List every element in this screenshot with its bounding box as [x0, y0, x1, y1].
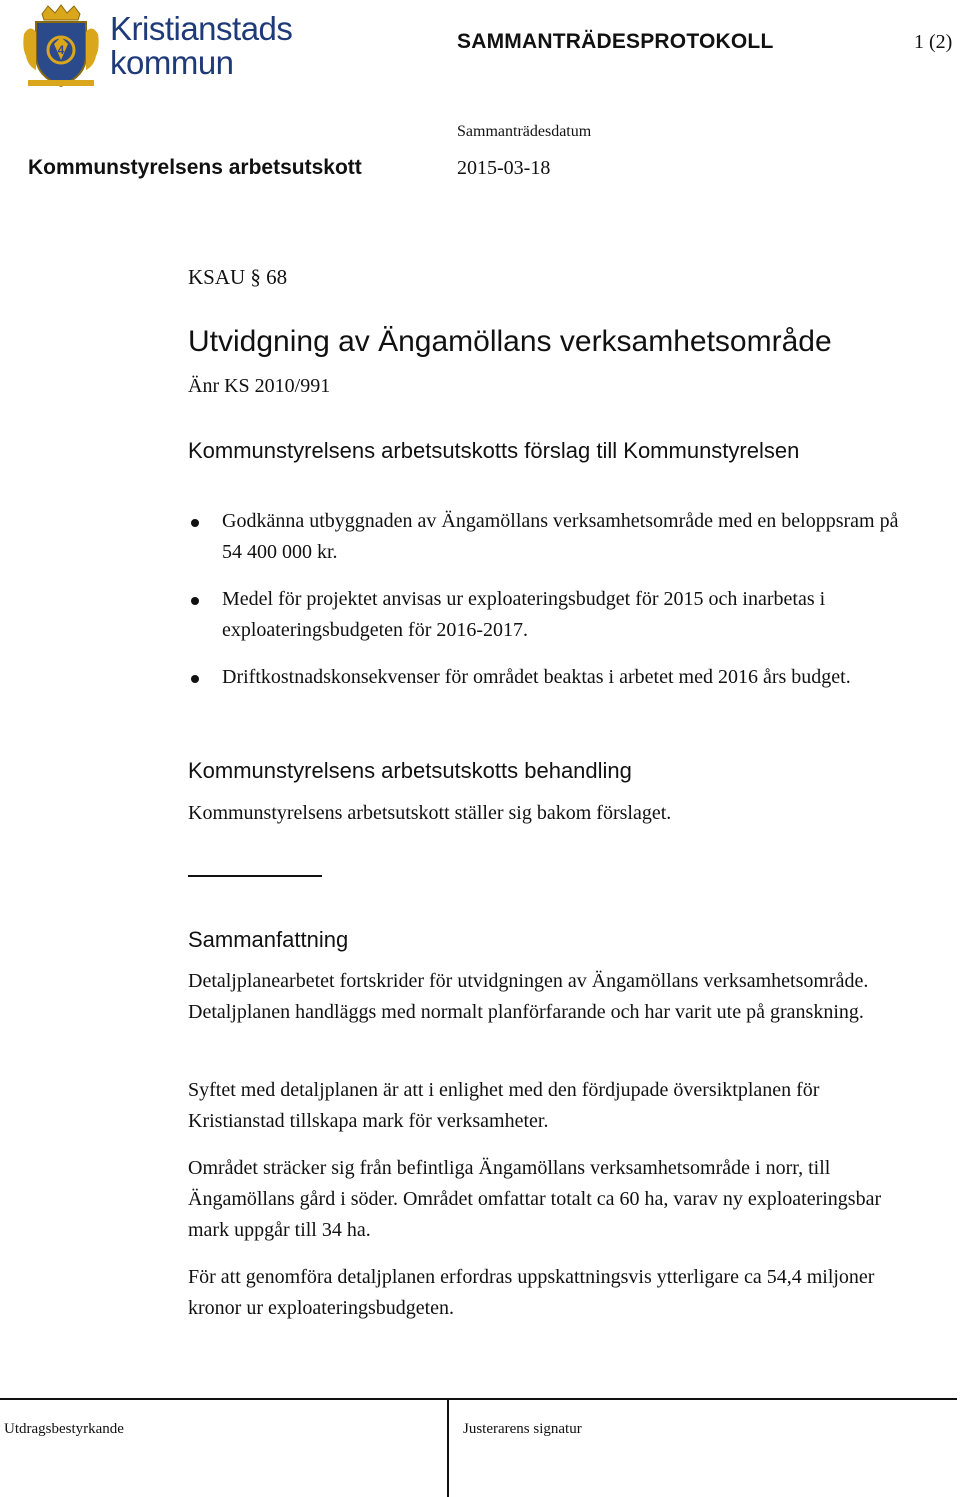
document-type: SAMMANTRÄDESPROTOKOLL	[457, 30, 774, 53]
proposal-bullet: Godkänna utbyggnaden av Ängamöllans verksamhetsområde med en beloppsram på 54 400 000 kr.	[222, 510, 899, 563]
bullet-icon	[191, 597, 199, 605]
proposal-bullet: Medel för projektet anvisas ur exploateringsbudget för 2015 och inarbetas i exploateringsbudgeten för 2016-2017.	[222, 588, 826, 641]
treatment-text: Kommunstyrelsens arbetsutskott ställer sig bakom förslaget.	[188, 802, 672, 824]
treatment-heading: Kommunstyrelsens arbetsutskotts behandling	[188, 758, 632, 783]
meeting-date-label: Sammanträdesdatum	[457, 123, 592, 140]
section-divider	[188, 875, 322, 877]
svg-text:4: 4	[57, 43, 65, 57]
summary-paragraph: Området sträcker sig från befintliga Ängamöllans verksamhetsområde i norr, till Ängamöllans gård i söder. Området omfattar totalt ca 60 ha, varav ny exploateringsbar mark uppgår till 34 ha.	[188, 1157, 882, 1241]
logo-line-1: Kristianstads	[110, 10, 293, 47]
proposal-bullet: Driftkostnadskonsekvenser för området beaktas i arbetet med 2016 års budget.	[222, 666, 851, 688]
footer-rule	[0, 1398, 957, 1400]
municipal-coat-of-arms-icon	[22, 4, 100, 90]
summary-paragraph: Syftet med detaljplanen är att i enlighet med den fördjupade översiktplanen för Kristianstad tillskapa mark för verksamheter.	[188, 1079, 820, 1132]
footer-divider	[447, 1400, 449, 1497]
bullet-icon	[191, 675, 199, 683]
page-number: 1 (2)	[914, 31, 953, 53]
case-number: Änr KS 2010/991	[188, 375, 331, 397]
extract-certification-label: Utdragsbestyrkande	[4, 1421, 124, 1437]
municipality-logo	[22, 4, 312, 90]
committee-name: Kommunstyrelsens arbetsutskott	[28, 156, 362, 179]
summary-paragraph: För att genomföra detaljplanen erfordras uppskattningsvis ytterligare ca 54,4 miljoner kronor ur exploateringsbudgeten.	[188, 1266, 875, 1319]
adjuster-signature-label: Justerarens signatur	[463, 1421, 582, 1437]
logo-line-2: kommun	[110, 44, 234, 81]
meeting-date: 2015-03-18	[457, 157, 551, 179]
summary-heading: Sammanfattning	[188, 927, 349, 952]
proposal-heading: Kommunstyrelsens arbetsutskotts förslag till Kommunstyrelsen	[188, 438, 800, 463]
summary-paragraph: Detaljplanearbetet fortskrider för utvidgningen av Ängamöllans verksamhetsområde. Detaljplanen handläggs med normalt planförfarande och har varit ute på granskning.	[188, 970, 869, 1023]
bullet-icon	[191, 519, 199, 527]
item-title: Utvidgning av Ängamöllans verksamhetsområde	[188, 325, 832, 358]
paragraph-reference: KSAU § 68	[188, 265, 288, 289]
